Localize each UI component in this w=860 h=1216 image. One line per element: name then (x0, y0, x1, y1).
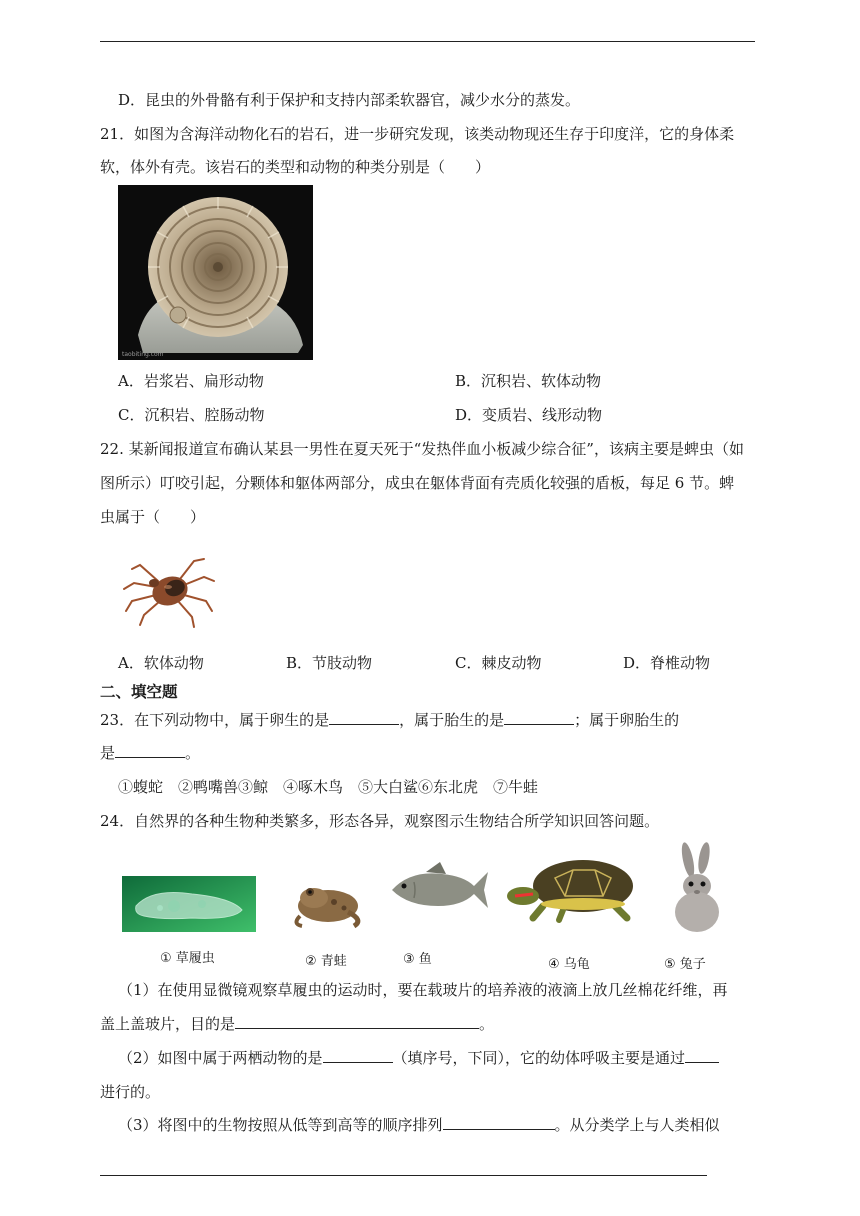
q22-option-a[interactable]: A．软体动物 (118, 654, 204, 672)
q22-stem-line3: 虫属于（ ） (100, 508, 206, 526)
q23-blank-oviparous[interactable] (329, 710, 399, 725)
q21-option-d[interactable]: D．变质岩、线形动物 (455, 406, 603, 424)
caption-turtle: ④ 乌龟 (548, 957, 590, 972)
q22-option-d[interactable]: D．脊椎动物 (623, 654, 711, 672)
q24-stem: 24．自然界的各种生物种类繁多，形态各异，观察图示生物结合所学知识回答问题。 (100, 812, 660, 830)
caption-paramecium: ① 草履虫 (160, 951, 215, 966)
q23-text-1: 23．在下列动物中，属于卵生的是 (100, 711, 330, 729)
q24-sub2-blank-respiration[interactable] (685, 1048, 719, 1063)
q24-sub3-text-b: 。从分类学上与人类相似 (554, 1116, 720, 1134)
footer-rule (100, 1175, 707, 1176)
q24-sub3-text-a: （3）将图中的生物按照从低等到高等的顺序排列 (118, 1116, 443, 1134)
section-title: 二、填空题 (100, 683, 178, 701)
q24-sub1-line1: （1）在使用显微镜观察草履虫的运动时，要在载玻片的培养液的液滴上放几丝棉花纤维，再 (118, 981, 728, 999)
caption-rabbit: ⑤ 兔子 (664, 957, 706, 972)
q23-stem-line1 (100, 710, 679, 730)
q22-option-c[interactable]: C．棘皮动物 (455, 654, 542, 672)
ammonite-fossil-image (118, 185, 313, 360)
q21-option-c[interactable]: C．沉积岩、腔肠动物 (118, 406, 265, 424)
frog-image (288, 872, 368, 930)
q23-text-4: 是 (100, 744, 116, 762)
q24-sub2-blank-amphibian[interactable] (323, 1048, 393, 1063)
q23-text-5: 。 (185, 744, 201, 762)
q24-sub3-line1 (118, 1115, 720, 1135)
q24-sub1-text-a: 盖上盖玻片，目的是 (100, 1015, 236, 1033)
q22-stem-line1: 22. 某新闻报道宣布确认某县一男性在夏天死于“发热伴血小板减少综合征”，该病主要是蜱虫（如 (100, 440, 744, 458)
rabbit-image (666, 842, 728, 932)
q23-animal-list: ①蝮蛇 ②鸭嘴兽③鲸 ④啄木鸟 ⑤大白鲨⑥东北虎 ⑦牛蛙 (118, 778, 539, 796)
caption-fish: ③ 鱼 (403, 952, 432, 967)
q23-stem-line2 (100, 743, 200, 763)
q22-stem-line2: 图所示）叮咬引起，分颗体和躯体两部分，成虫在躯体背面有壳质化较强的盾板，每足 6 节。蜱 (100, 474, 735, 492)
paramecium-image (122, 876, 256, 932)
q24-sub2-line1 (118, 1048, 719, 1068)
q21-stem-line1: 21．如图为含海洋动物化石的岩石，进一步研究发现，该类动物现还生存于印度洋，它的身体柔 (100, 125, 735, 143)
q21-stem-line2: 软，体外有壳。该岩石的类型和动物的种类分别是（ ） (100, 158, 491, 176)
q24-sub1-line2 (100, 1014, 494, 1034)
q23-text-3: ；属于卵胎生的 (574, 711, 680, 729)
q24-sub2-text-b: （填序号，下同），它的幼体呼吸主要是通过 (392, 1049, 686, 1067)
caption-frog: ② 青蛙 (305, 954, 347, 969)
turtle-image (503, 856, 649, 924)
q22-option-b[interactable]: B．节肢动物 (286, 654, 373, 672)
q23-blank-ovoviviparous[interactable] (115, 743, 185, 758)
q24-sub1-text-b: 。 (479, 1015, 495, 1033)
image-watermark: taobiting.com (122, 351, 164, 358)
q24-sub3-blank-order[interactable] (443, 1115, 555, 1130)
tick-image (118, 543, 218, 631)
q24-sub2-text-a: （2）如图中属于两栖动物的是 (118, 1049, 323, 1067)
q23-blank-viviparous[interactable] (504, 710, 574, 725)
q24-sub2-line2: 进行的。 (100, 1083, 161, 1101)
q21-option-a[interactable]: A．岩浆岩、扁形动物 (118, 372, 264, 390)
q21-option-b[interactable]: B．沉积岩、软体动物 (455, 372, 602, 390)
q20-option-d: D．昆虫的外骨骼有利于保护和支持内部柔软器官，减少水分的蒸发。 (118, 91, 581, 109)
q24-sub1-blank[interactable] (235, 1014, 479, 1029)
fish-image (386, 858, 490, 916)
header-rule (100, 41, 755, 42)
q23-text-2: ，属于胎生的是 (399, 711, 505, 729)
